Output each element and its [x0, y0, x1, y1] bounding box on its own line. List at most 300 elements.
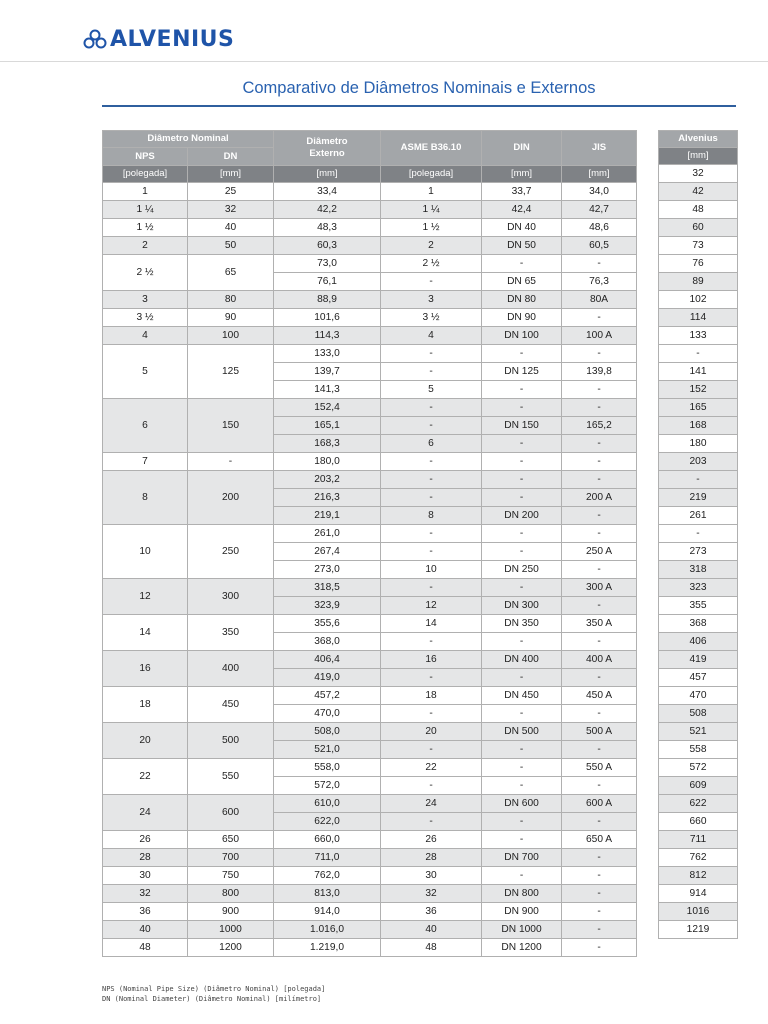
din-cell: - — [482, 435, 562, 453]
table-row — [103, 885, 637, 903]
table-row — [103, 795, 637, 813]
alvenius-cell: 89 — [659, 273, 738, 291]
table-row — [103, 867, 637, 885]
alvenius-cell: 711 — [659, 831, 738, 849]
jis-cell: - — [562, 903, 637, 921]
footnotes — [102, 985, 325, 1004]
din-cell: - — [482, 489, 562, 507]
din-cell: DN 65 — [482, 273, 562, 291]
nps-cell: 8 — [103, 471, 188, 525]
outer-diameter-cell: 368,0 — [274, 633, 381, 651]
nps-cell: 28 — [103, 849, 188, 867]
table-row — [103, 471, 637, 489]
table-row — [659, 309, 738, 327]
dn-cell: 300 — [188, 579, 274, 615]
asme-cell: - — [381, 705, 482, 723]
nps-cell: 2 ½ — [103, 255, 188, 291]
table-row — [659, 489, 738, 507]
outer-diameter-cell: 267,4 — [274, 543, 381, 561]
dn-cell: 90 — [188, 309, 274, 327]
din-cell: DN 50 — [482, 237, 562, 255]
outer-diameter-cell: 114,3 — [274, 327, 381, 345]
outer-diameter-cell: 261,0 — [274, 525, 381, 543]
outer-diameter-cell: 323,9 — [274, 597, 381, 615]
table-row — [659, 705, 738, 723]
header-alvenius: Alvenius — [659, 131, 738, 148]
table-row — [659, 687, 738, 705]
dn-cell: - — [188, 453, 274, 471]
table-row — [659, 291, 738, 309]
page-title: Comparativo de Diâmetros Nominais e Externos — [242, 79, 596, 97]
nps-cell: 6 — [103, 399, 188, 453]
outer-diameter-cell: 73,0 — [274, 255, 381, 273]
table-row — [659, 849, 738, 867]
jis-cell: 165,2 — [562, 417, 637, 435]
table-row — [659, 831, 738, 849]
outer-diameter-cell: 406,4 — [274, 651, 381, 669]
table-row — [103, 849, 637, 867]
outer-diameter-cell: 273,0 — [274, 561, 381, 579]
asme-cell: - — [381, 453, 482, 471]
outer-diameter-cell: 133,0 — [274, 345, 381, 363]
alvenius-cell: 470 — [659, 687, 738, 705]
jis-cell: - — [562, 741, 637, 759]
nps-cell: 14 — [103, 615, 188, 651]
din-cell: 42,4 — [482, 201, 562, 219]
nps-cell: 48 — [103, 939, 188, 957]
jis-cell: 48,6 — [562, 219, 637, 237]
outer-diameter-cell: 457,2 — [274, 687, 381, 705]
table-row — [103, 183, 637, 201]
jis-cell: 600 A — [562, 795, 637, 813]
asme-cell: 10 — [381, 561, 482, 579]
dn-cell: 25 — [188, 183, 274, 201]
dn-cell: 40 — [188, 219, 274, 237]
alvenius-cell: 168 — [659, 417, 738, 435]
din-cell: - — [482, 669, 562, 687]
table-row — [659, 867, 738, 885]
jis-cell: 650 A — [562, 831, 637, 849]
din-cell: - — [482, 831, 562, 849]
jis-cell: 34,0 — [562, 183, 637, 201]
alvenius-cell: 419 — [659, 651, 738, 669]
din-cell: DN 80 — [482, 291, 562, 309]
nps-cell: 20 — [103, 723, 188, 759]
jis-cell: 139,8 — [562, 363, 637, 381]
nps-cell: 32 — [103, 885, 188, 903]
dn-cell: 500 — [188, 723, 274, 759]
outer-diameter-cell: 660,0 — [274, 831, 381, 849]
outer-diameter-cell: 48,3 — [274, 219, 381, 237]
jis-cell: - — [562, 633, 637, 651]
jis-cell: - — [562, 309, 637, 327]
outer-diameter-cell: 219,1 — [274, 507, 381, 525]
jis-cell: 250 A — [562, 543, 637, 561]
table-row — [659, 885, 738, 903]
asme-cell: 8 — [381, 507, 482, 525]
asme-cell: 5 — [381, 381, 482, 399]
jis-cell: - — [562, 471, 637, 489]
jis-cell: - — [562, 777, 637, 795]
asme-cell: - — [381, 579, 482, 597]
asme-cell: - — [381, 741, 482, 759]
asme-cell: - — [381, 489, 482, 507]
asme-cell: 1 ¼ — [381, 201, 482, 219]
alvenius-cell: 508 — [659, 705, 738, 723]
nps-cell: 40 — [103, 921, 188, 939]
outer-diameter-cell: 42,2 — [274, 201, 381, 219]
alvenius-cell: 914 — [659, 885, 738, 903]
din-cell: - — [482, 705, 562, 723]
alvenius-cell: 762 — [659, 849, 738, 867]
jis-cell: - — [562, 849, 637, 867]
din-cell: - — [482, 525, 562, 543]
nps-cell: 7 — [103, 453, 188, 471]
din-cell: - — [482, 345, 562, 363]
jis-cell: 200 A — [562, 489, 637, 507]
outer-diameter-cell: 60,3 — [274, 237, 381, 255]
outer-diameter-cell: 1.219,0 — [274, 939, 381, 957]
header-outer-diameter — [274, 131, 381, 166]
alvenius-cell: 812 — [659, 867, 738, 885]
table-row — [659, 435, 738, 453]
jis-cell: 400 A — [562, 651, 637, 669]
jis-cell: 76,3 — [562, 273, 637, 291]
table-row — [103, 309, 637, 327]
table-row — [103, 759, 637, 777]
outer-diameter-cell: 152,4 — [274, 399, 381, 417]
alvenius-cell: 609 — [659, 777, 738, 795]
alvenius-cell: 558 — [659, 741, 738, 759]
dn-cell: 100 — [188, 327, 274, 345]
header-din: DIN — [482, 131, 562, 166]
asme-cell: 28 — [381, 849, 482, 867]
dn-cell: 800 — [188, 885, 274, 903]
table-row — [659, 525, 738, 543]
table-row — [659, 543, 738, 561]
table-row — [103, 255, 637, 273]
header-dn: DN — [188, 148, 274, 166]
din-cell: DN 700 — [482, 849, 562, 867]
table-row — [103, 345, 637, 363]
table-row — [659, 723, 738, 741]
alvenius-cell: 133 — [659, 327, 738, 345]
nps-cell: 12 — [103, 579, 188, 615]
table-row — [103, 939, 637, 957]
asme-cell: 48 — [381, 939, 482, 957]
unit-alvenius: [mm] — [659, 148, 738, 165]
outer-diameter-cell: 558,0 — [274, 759, 381, 777]
asme-cell: - — [381, 777, 482, 795]
nps-cell: 1 ½ — [103, 219, 188, 237]
jis-cell: 550 A — [562, 759, 637, 777]
nps-cell: 4 — [103, 327, 188, 345]
alvenius-table — [658, 130, 738, 939]
table-row — [659, 651, 738, 669]
outer-diameter-cell: 165,1 — [274, 417, 381, 435]
asme-cell: - — [381, 417, 482, 435]
alvenius-logo-icon — [82, 27, 108, 51]
asme-cell: 32 — [381, 885, 482, 903]
outer-diameter-cell: 914,0 — [274, 903, 381, 921]
jis-cell: - — [562, 921, 637, 939]
asme-cell: - — [381, 813, 482, 831]
din-cell: DN 350 — [482, 615, 562, 633]
din-cell: - — [482, 633, 562, 651]
nps-cell: 22 — [103, 759, 188, 795]
table-row — [659, 597, 738, 615]
alvenius-cell: 42 — [659, 183, 738, 201]
dn-cell: 50 — [188, 237, 274, 255]
asme-cell: 26 — [381, 831, 482, 849]
asme-cell: 14 — [381, 615, 482, 633]
alvenius-cell: 318 — [659, 561, 738, 579]
asme-cell: 4 — [381, 327, 482, 345]
diameter-comparison-table — [102, 130, 637, 957]
header-divider — [0, 61, 768, 62]
jis-cell: - — [562, 507, 637, 525]
din-cell: - — [482, 255, 562, 273]
brand-name: ALVENIUS — [110, 26, 235, 52]
asme-cell: 6 — [381, 435, 482, 453]
asme-cell: 24 — [381, 795, 482, 813]
jis-cell: - — [562, 561, 637, 579]
dn-cell: 750 — [188, 867, 274, 885]
dn-cell: 550 — [188, 759, 274, 795]
table-row — [103, 903, 637, 921]
dn-cell: 450 — [188, 687, 274, 723]
dn-cell: 650 — [188, 831, 274, 849]
table-row — [659, 669, 738, 687]
alvenius-cell: 572 — [659, 759, 738, 777]
outer-diameter-cell: 33,4 — [274, 183, 381, 201]
asme-cell: 16 — [381, 651, 482, 669]
table-row — [659, 471, 738, 489]
nps-cell: 26 — [103, 831, 188, 849]
din-cell: DN 200 — [482, 507, 562, 525]
jis-cell: 60,5 — [562, 237, 637, 255]
din-cell: - — [482, 759, 562, 777]
table-row — [103, 237, 637, 255]
table-row — [659, 579, 738, 597]
alvenius-cell: 73 — [659, 237, 738, 255]
footnote-nps: NPS (Nominal Pipe Size) (Diâmetro Nominal) [polegada] — [102, 985, 326, 993]
alvenius-cell: 141 — [659, 363, 738, 381]
jis-cell: 350 A — [562, 615, 637, 633]
jis-cell: - — [562, 345, 637, 363]
dn-cell: 150 — [188, 399, 274, 453]
table-row — [659, 237, 738, 255]
jis-cell: - — [562, 453, 637, 471]
asme-cell: - — [381, 273, 482, 291]
jis-cell: - — [562, 381, 637, 399]
unit-asme: [polegada] — [381, 166, 482, 183]
asme-cell: 1 ½ — [381, 219, 482, 237]
table-row — [659, 345, 738, 363]
din-cell: - — [482, 741, 562, 759]
din-cell: - — [482, 579, 562, 597]
din-cell: DN 450 — [482, 687, 562, 705]
nps-cell: 36 — [103, 903, 188, 921]
table-row — [659, 921, 738, 939]
table-row — [659, 633, 738, 651]
header-jis: JIS — [562, 131, 637, 166]
din-cell: DN 300 — [482, 597, 562, 615]
table-row — [659, 165, 738, 183]
jis-cell: 42,7 — [562, 201, 637, 219]
outer-diameter-cell: 355,6 — [274, 615, 381, 633]
table-row — [103, 651, 637, 669]
dn-cell: 900 — [188, 903, 274, 921]
table-row — [103, 453, 637, 471]
nps-cell: 3 — [103, 291, 188, 309]
nps-cell: 16 — [103, 651, 188, 687]
table-row — [659, 903, 738, 921]
din-cell: - — [482, 471, 562, 489]
alvenius-cell: - — [659, 345, 738, 363]
unit-jis: [mm] — [562, 166, 637, 183]
table-row — [659, 201, 738, 219]
dn-cell: 1000 — [188, 921, 274, 939]
unit-nps: [polegada] — [103, 166, 188, 183]
table-row — [659, 273, 738, 291]
dn-cell: 65 — [188, 255, 274, 291]
alvenius-cell: 60 — [659, 219, 738, 237]
asme-cell: 36 — [381, 903, 482, 921]
table-row — [659, 255, 738, 273]
alvenius-cell: 102 — [659, 291, 738, 309]
table-row — [103, 327, 637, 345]
table-row — [659, 453, 738, 471]
din-cell: DN 125 — [482, 363, 562, 381]
asme-cell: 20 — [381, 723, 482, 741]
outer-diameter-cell: 622,0 — [274, 813, 381, 831]
din-cell: DN 1000 — [482, 921, 562, 939]
alvenius-cell: - — [659, 525, 738, 543]
din-cell: - — [482, 453, 562, 471]
nps-cell: 2 — [103, 237, 188, 255]
alvenius-cell: 406 — [659, 633, 738, 651]
outer-diameter-cell: 762,0 — [274, 867, 381, 885]
jis-cell: - — [562, 255, 637, 273]
alvenius-cell: 368 — [659, 615, 738, 633]
unit-outer: [mm] — [274, 166, 381, 183]
outer-diameter-cell: 572,0 — [274, 777, 381, 795]
nps-cell: 24 — [103, 795, 188, 831]
dn-cell: 1200 — [188, 939, 274, 957]
table-row — [659, 813, 738, 831]
table-row — [103, 831, 637, 849]
nps-cell: 10 — [103, 525, 188, 579]
asme-cell: - — [381, 399, 482, 417]
alvenius-cell: - — [659, 471, 738, 489]
header-nps: NPS — [103, 148, 188, 166]
outer-diameter-cell: 141,3 — [274, 381, 381, 399]
header-asme: ASME B36.10 — [381, 131, 482, 166]
dn-cell: 700 — [188, 849, 274, 867]
alvenius-cell: 152 — [659, 381, 738, 399]
asme-cell: 2 ½ — [381, 255, 482, 273]
asme-cell: - — [381, 633, 482, 651]
outer-diameter-cell: 813,0 — [274, 885, 381, 903]
alvenius-cell: 1219 — [659, 921, 738, 939]
asme-cell: 30 — [381, 867, 482, 885]
jis-cell: - — [562, 597, 637, 615]
asme-cell: 3 — [381, 291, 482, 309]
table-row — [103, 219, 637, 237]
table-row — [103, 399, 637, 417]
din-cell: 33,7 — [482, 183, 562, 201]
outer-diameter-cell: 139,7 — [274, 363, 381, 381]
dn-cell: 350 — [188, 615, 274, 651]
title-underline — [102, 105, 736, 107]
jis-cell: 500 A — [562, 723, 637, 741]
outer-diameter-cell: 76,1 — [274, 273, 381, 291]
asme-cell: - — [381, 669, 482, 687]
outer-diameter-cell: 180,0 — [274, 453, 381, 471]
jis-cell: - — [562, 885, 637, 903]
din-cell: DN 90 — [482, 309, 562, 327]
jis-cell: - — [562, 525, 637, 543]
jis-cell: - — [562, 705, 637, 723]
alvenius-cell: 622 — [659, 795, 738, 813]
din-cell: DN 800 — [482, 885, 562, 903]
jis-cell: - — [562, 813, 637, 831]
table-row — [659, 759, 738, 777]
dn-cell: 400 — [188, 651, 274, 687]
nps-cell: 5 — [103, 345, 188, 399]
alvenius-cell: 165 — [659, 399, 738, 417]
alvenius-cell: 180 — [659, 435, 738, 453]
alvenius-cell: 355 — [659, 597, 738, 615]
din-cell: DN 500 — [482, 723, 562, 741]
outer-diameter-cell: 419,0 — [274, 669, 381, 687]
alvenius-cell: 48 — [659, 201, 738, 219]
nps-cell: 3 ½ — [103, 309, 188, 327]
jis-cell: - — [562, 399, 637, 417]
outer-diameter-cell: 101,6 — [274, 309, 381, 327]
alvenius-cell: 457 — [659, 669, 738, 687]
alvenius-cell: 219 — [659, 489, 738, 507]
table-row — [659, 561, 738, 579]
asme-cell: - — [381, 363, 482, 381]
dn-cell: 32 — [188, 201, 274, 219]
dn-cell: 250 — [188, 525, 274, 579]
table-row — [103, 579, 637, 597]
outer-diameter-cell: 216,3 — [274, 489, 381, 507]
asme-cell: 1 — [381, 183, 482, 201]
asme-cell: 2 — [381, 237, 482, 255]
outer-diameter-cell: 521,0 — [274, 741, 381, 759]
unit-dn: [mm] — [188, 166, 274, 183]
din-cell: DN 250 — [482, 561, 562, 579]
jis-cell: - — [562, 435, 637, 453]
din-cell: - — [482, 399, 562, 417]
alvenius-cell: 76 — [659, 255, 738, 273]
table-row — [659, 417, 738, 435]
asme-cell: - — [381, 471, 482, 489]
alvenius-cell: 273 — [659, 543, 738, 561]
table-row — [659, 777, 738, 795]
din-cell: DN 100 — [482, 327, 562, 345]
outer-diameter-cell: 508,0 — [274, 723, 381, 741]
footnote-dn: DN (Nominal Diameter) (Diâmetro Nominal) [milímetro] — [102, 994, 322, 1003]
alvenius-cell: 203 — [659, 453, 738, 471]
asme-cell: 12 — [381, 597, 482, 615]
outer-diameter-cell: 1.016,0 — [274, 921, 381, 939]
table-row — [659, 399, 738, 417]
table-row — [659, 183, 738, 201]
